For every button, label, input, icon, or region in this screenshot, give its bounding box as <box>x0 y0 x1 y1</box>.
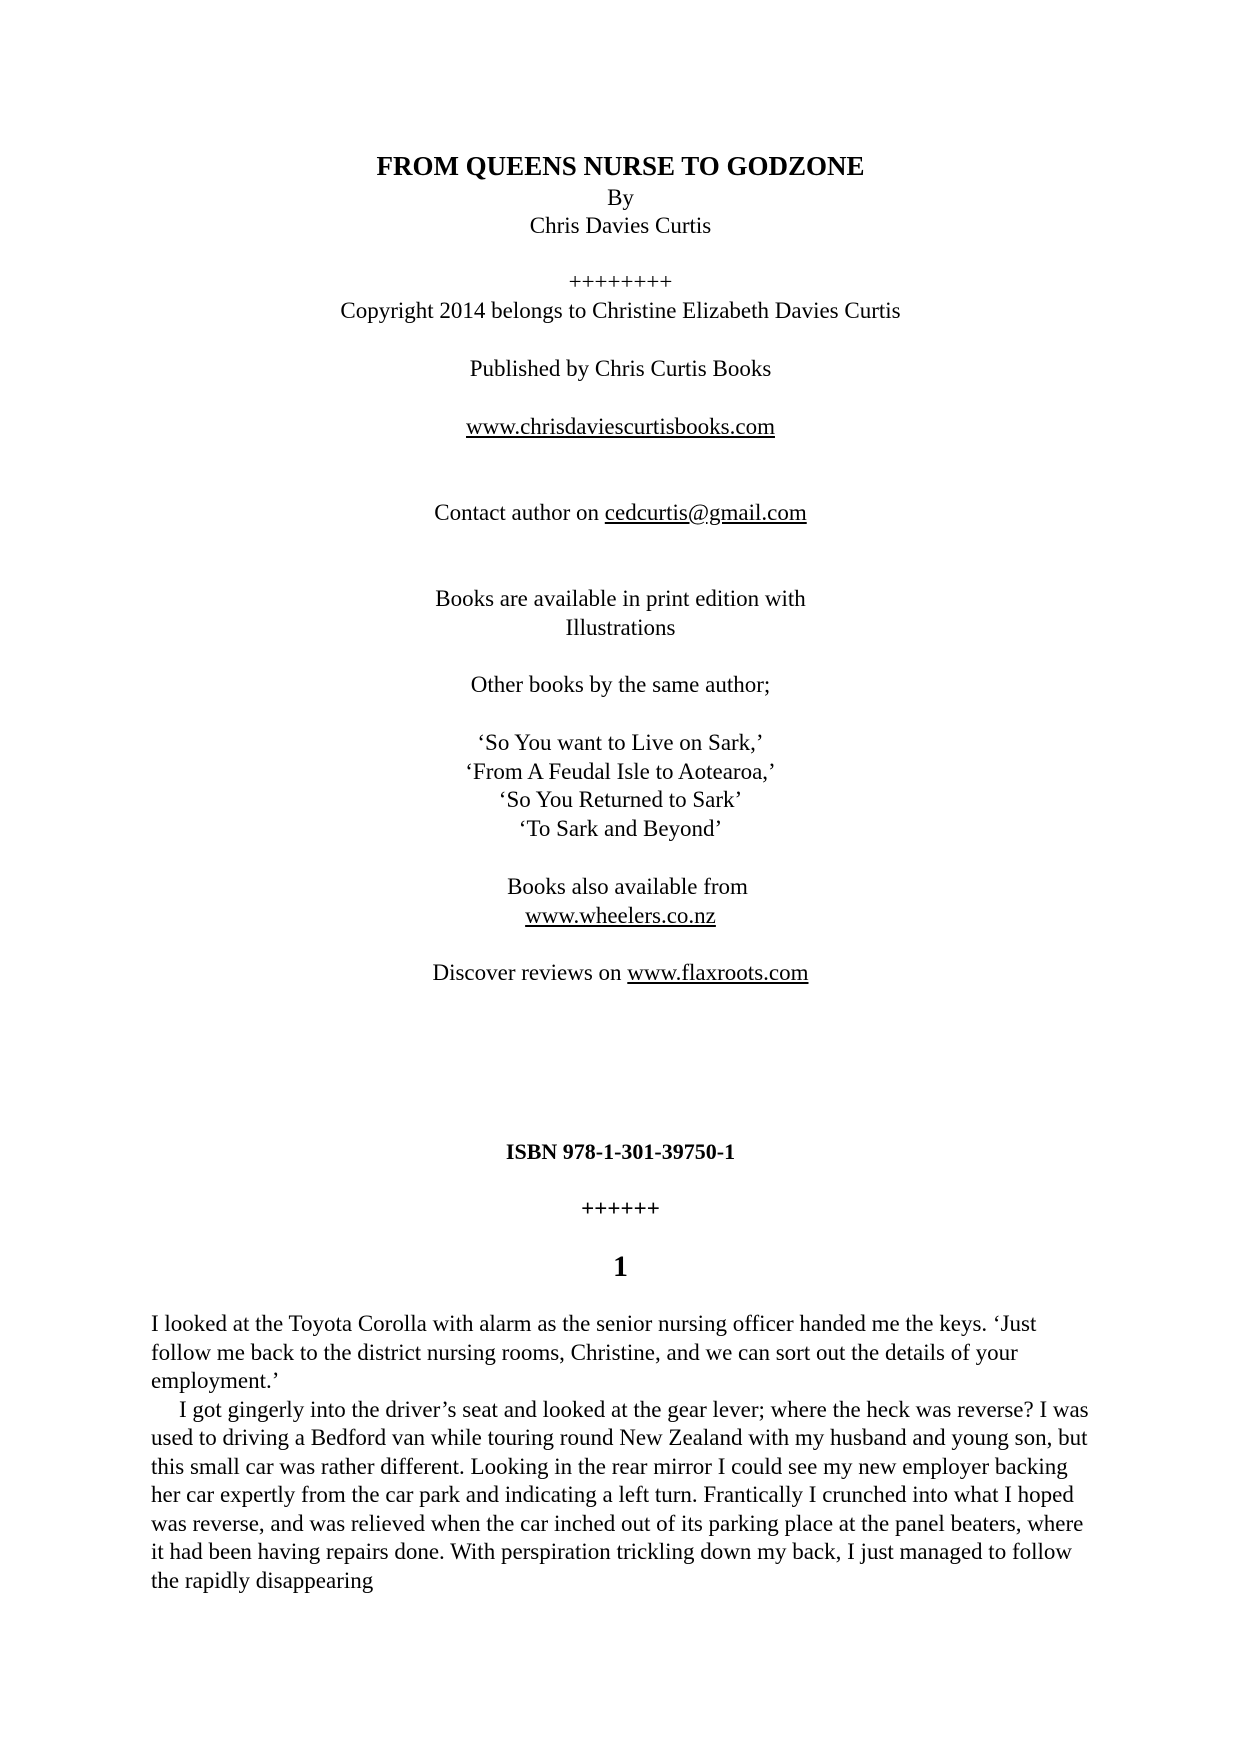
chapter-number: 1 <box>613 1250 628 1283</box>
website-link-line <box>0 413 1241 442</box>
contact-prefix: Contact author on <box>434 500 605 525</box>
wheelers-link-line <box>0 902 1241 931</box>
separator-top: ++++++++ <box>568 269 673 294</box>
other-book-title: ‘So You Returned to Sark’ <box>498 787 743 812</box>
reviews-line <box>0 959 1241 988</box>
book-title: FROM QUEENS NURSE TO GODZONE <box>376 151 865 181</box>
availability-line-1: Books are available in print edition with <box>435 586 806 611</box>
availability-line-2: Illustrations <box>565 615 676 640</box>
isbn-line: ISBN 978-1-301-39750-1 <box>505 1139 736 1164</box>
reviews-link[interactable]: www.flaxroots.com <box>627 960 809 985</box>
author-name: Chris Davies Curtis <box>529 213 712 238</box>
publisher-line: Published by Chris Curtis Books <box>469 356 772 381</box>
also-available-line: Books also available from <box>507 874 748 899</box>
body-paragraph: I looked at the Toyota Corolla with alarm as the senior nursing officer handed me the keys. ‘Just follow me back to the district nursing rooms, Christine, and we can sort out the details of your employment.’ <box>151 1311 1037 1393</box>
chapter-body <box>151 1310 1091 1595</box>
by-label: By <box>607 185 634 210</box>
other-book-title: ‘From A Feudal Isle to Aotearoa,’ <box>465 759 776 784</box>
body-paragraph: I got gingerly into the driver’s seat and looked at the gear lever; where the heck was reverse? I was used to driving a Bedford van while touring round New Zealand with my husband and young son, but this small car was rather different. Looking in the rear mirror I could see my new employer backing her car expertly from the car park and indicating a left turn. Frantically I crunched into what I hoped was reverse, and was relieved when the car inched out of its parking place at the panel beaters, where it had been having repairs done. With perspiration trickling down my back, I just managed to follow the rapidly disappearing <box>151 1396 1089 1593</box>
wheelers-link[interactable]: www.wheelers.co.nz <box>525 903 716 928</box>
contact-line <box>0 499 1241 528</box>
website-link[interactable]: www.chrisdaviescurtisbooks.com <box>466 414 775 439</box>
separator-bottom: ++++++ <box>581 1196 660 1221</box>
other-books-heading: Other books by the same author; <box>470 672 771 697</box>
other-book-title: ‘To Sark and Beyond’ <box>518 816 723 841</box>
other-book-title: ‘So You want to Live on Sark,’ <box>477 730 764 755</box>
copyright-line: Copyright 2014 belongs to Christine Elizabeth Davies Curtis <box>340 298 901 323</box>
contact-email-link[interactable]: cedcurtis@gmail.com <box>604 500 807 525</box>
reviews-prefix: Discover reviews on <box>432 960 628 985</box>
